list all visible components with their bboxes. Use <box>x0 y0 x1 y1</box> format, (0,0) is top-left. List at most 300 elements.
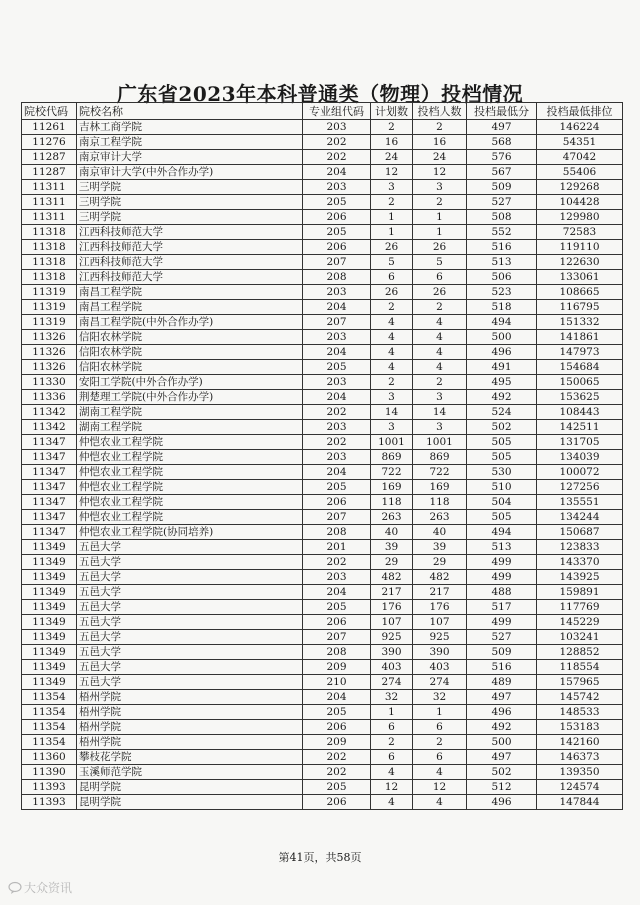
cell-min-rank: 142160 <box>537 735 623 750</box>
table-row <box>22 660 623 675</box>
cell-min-score: 500 <box>467 735 537 750</box>
cell-school-code: 11342 <box>22 420 77 435</box>
cell-group-code: 208 <box>303 525 371 540</box>
cell-school-code: 11319 <box>22 285 77 300</box>
cell-group-code: 205 <box>303 780 371 795</box>
table-row <box>22 360 623 375</box>
cell-plan-count: 29 <box>371 555 413 570</box>
cell-school-code: 11349 <box>22 675 77 690</box>
cell-school-name: 仲恺农业工程学院(协同培养) <box>77 525 303 540</box>
cell-admitted-count: 1 <box>413 225 467 240</box>
cell-school-name: 仲恺农业工程学院 <box>77 510 303 525</box>
cell-school-code: 11287 <box>22 165 77 180</box>
cell-min-rank: 159891 <box>537 585 623 600</box>
cell-school-name: 五邑大学 <box>77 630 303 645</box>
cell-school-code: 11347 <box>22 525 77 540</box>
cell-plan-count: 925 <box>371 630 413 645</box>
cell-min-score: 500 <box>467 330 537 345</box>
cell-school-code: 11347 <box>22 495 77 510</box>
cell-school-code: 11330 <box>22 375 77 390</box>
cell-plan-count: 482 <box>371 570 413 585</box>
cell-admitted-count: 26 <box>413 285 467 300</box>
cell-group-code: 202 <box>303 435 371 450</box>
table-row <box>22 255 623 270</box>
cell-admitted-count: 4 <box>413 795 467 810</box>
cell-school-name: 仲恺农业工程学院 <box>77 480 303 495</box>
header-plan-count: 计划数 <box>371 103 413 120</box>
cell-school-code: 11318 <box>22 270 77 285</box>
cell-group-code: 206 <box>303 615 371 630</box>
cell-min-score: 513 <box>467 255 537 270</box>
cell-min-rank: 122630 <box>537 255 623 270</box>
cell-admitted-count: 869 <box>413 450 467 465</box>
cell-min-score: 495 <box>467 375 537 390</box>
cell-min-score: 523 <box>467 285 537 300</box>
table-row <box>22 615 623 630</box>
cell-plan-count: 4 <box>371 765 413 780</box>
table-row <box>22 375 623 390</box>
cell-min-rank: 118554 <box>537 660 623 675</box>
cell-group-code: 201 <box>303 540 371 555</box>
cell-min-rank: 141861 <box>537 330 623 345</box>
cell-min-rank: 127256 <box>537 480 623 495</box>
table-row <box>22 720 623 735</box>
table-row <box>22 180 623 195</box>
cell-group-code: 205 <box>303 705 371 720</box>
cell-min-rank: 135551 <box>537 495 623 510</box>
cell-group-code: 203 <box>303 285 371 300</box>
cell-min-rank: 147844 <box>537 795 623 810</box>
cell-school-name: 南昌工程学院 <box>77 285 303 300</box>
cell-min-score: 492 <box>467 390 537 405</box>
table-row <box>22 195 623 210</box>
cell-school-name: 梧州学院 <box>77 705 303 720</box>
cell-group-code: 205 <box>303 195 371 210</box>
cell-school-code: 11326 <box>22 345 77 360</box>
cell-plan-count: 3 <box>371 180 413 195</box>
cell-min-score: 510 <box>467 480 537 495</box>
cell-school-name: 三明学院 <box>77 210 303 225</box>
cell-group-code: 206 <box>303 495 371 510</box>
cell-school-code: 11360 <box>22 750 77 765</box>
watermark-text: 大众资讯 <box>24 881 73 895</box>
cell-min-rank: 103241 <box>537 630 623 645</box>
cell-min-rank: 108443 <box>537 405 623 420</box>
cell-min-score: 494 <box>467 525 537 540</box>
cell-min-rank: 128852 <box>537 645 623 660</box>
cell-group-code: 208 <box>303 645 371 660</box>
cell-min-rank: 134244 <box>537 510 623 525</box>
admission-table <box>21 102 623 810</box>
cell-school-code: 11354 <box>22 720 77 735</box>
cell-admitted-count: 4 <box>413 315 467 330</box>
cell-plan-count: 32 <box>371 690 413 705</box>
cell-min-score: 517 <box>467 600 537 615</box>
cell-school-code: 11349 <box>22 540 77 555</box>
source-watermark <box>8 879 72 896</box>
cell-plan-count: 2 <box>371 300 413 315</box>
cell-min-score: 509 <box>467 645 537 660</box>
cell-min-score: 497 <box>467 690 537 705</box>
cell-plan-count: 26 <box>371 285 413 300</box>
cell-school-code: 11261 <box>22 120 77 135</box>
cell-school-name: 梧州学院 <box>77 720 303 735</box>
cell-school-name: 昆明学院 <box>77 780 303 795</box>
cell-school-name: 江西科技师范大学 <box>77 255 303 270</box>
cell-min-rank: 129980 <box>537 210 623 225</box>
cell-school-code: 11393 <box>22 780 77 795</box>
cell-plan-count: 722 <box>371 465 413 480</box>
cell-plan-count: 4 <box>371 345 413 360</box>
cell-school-name: 三明学院 <box>77 195 303 210</box>
cell-school-code: 11311 <box>22 210 77 225</box>
cell-plan-count: 176 <box>371 600 413 615</box>
cell-plan-count: 869 <box>371 450 413 465</box>
cell-school-code: 11319 <box>22 300 77 315</box>
cell-group-code: 204 <box>303 465 371 480</box>
cell-plan-count: 40 <box>371 525 413 540</box>
cell-admitted-count: 217 <box>413 585 467 600</box>
cell-admitted-count: 6 <box>413 270 467 285</box>
table-row <box>22 120 623 135</box>
cell-min-rank: 143925 <box>537 570 623 585</box>
cell-plan-count: 1 <box>371 210 413 225</box>
header-school-code: 院校代码 <box>22 103 77 120</box>
cell-min-score: 504 <box>467 495 537 510</box>
cell-plan-count: 12 <box>371 165 413 180</box>
cell-school-code: 11347 <box>22 480 77 495</box>
cell-min-score: 516 <box>467 660 537 675</box>
cell-min-rank: 119110 <box>537 240 623 255</box>
cell-min-rank: 150687 <box>537 525 623 540</box>
cell-school-name: 信阳农林学院 <box>77 360 303 375</box>
table-row <box>22 150 623 165</box>
cell-group-code: 205 <box>303 225 371 240</box>
cell-min-score: 530 <box>467 465 537 480</box>
cell-admitted-count: 24 <box>413 150 467 165</box>
cell-plan-count: 274 <box>371 675 413 690</box>
cell-min-rank: 131705 <box>537 435 623 450</box>
cell-min-score: 502 <box>467 420 537 435</box>
cell-group-code: 203 <box>303 120 371 135</box>
cell-admitted-count: 2 <box>413 120 467 135</box>
cell-min-rank: 133061 <box>537 270 623 285</box>
cell-group-code: 209 <box>303 735 371 750</box>
cell-plan-count: 4 <box>371 360 413 375</box>
cell-min-score: 518 <box>467 300 537 315</box>
page-footer: 第41页，共58页 <box>278 851 362 864</box>
table-row <box>22 690 623 705</box>
cell-group-code: 203 <box>303 450 371 465</box>
table-row <box>22 735 623 750</box>
table-row <box>22 345 623 360</box>
header-admitted-count: 投档人数 <box>413 103 467 120</box>
cell-min-rank: 47042 <box>537 150 623 165</box>
cell-school-name: 五邑大学 <box>77 675 303 690</box>
cell-min-score: 527 <box>467 195 537 210</box>
cell-group-code: 204 <box>303 165 371 180</box>
cell-min-score: 508 <box>467 210 537 225</box>
cell-plan-count: 263 <box>371 510 413 525</box>
cell-min-score: 496 <box>467 345 537 360</box>
cell-school-code: 11349 <box>22 555 77 570</box>
cell-school-code: 11287 <box>22 150 77 165</box>
cell-group-code: 202 <box>303 765 371 780</box>
cell-school-code: 11336 <box>22 390 77 405</box>
cell-group-code: 205 <box>303 360 371 375</box>
header-school-name: 院校名称 <box>77 103 303 120</box>
cell-school-name: 江西科技师范大学 <box>77 240 303 255</box>
cell-min-score: 524 <box>467 405 537 420</box>
cell-plan-count: 403 <box>371 660 413 675</box>
table-row <box>22 675 623 690</box>
cell-plan-count: 3 <box>371 390 413 405</box>
cell-school-name: 吉林工商学院 <box>77 120 303 135</box>
cell-school-name: 五邑大学 <box>77 660 303 675</box>
cell-school-code: 11342 <box>22 405 77 420</box>
cell-plan-count: 26 <box>371 240 413 255</box>
cell-group-code: 202 <box>303 150 371 165</box>
cell-group-code: 207 <box>303 315 371 330</box>
cell-plan-count: 4 <box>371 795 413 810</box>
cell-plan-count: 4 <box>371 330 413 345</box>
header-group-code: 专业组代码 <box>303 103 371 120</box>
cell-admitted-count: 4 <box>413 360 467 375</box>
cell-school-code: 11354 <box>22 735 77 750</box>
cell-plan-count: 107 <box>371 615 413 630</box>
cell-plan-count: 169 <box>371 480 413 495</box>
cell-admitted-count: 4 <box>413 765 467 780</box>
table-row <box>22 765 623 780</box>
cell-school-name: 仲恺农业工程学院 <box>77 450 303 465</box>
cell-plan-count: 16 <box>371 135 413 150</box>
cell-plan-count: 3 <box>371 420 413 435</box>
cell-min-rank: 148533 <box>537 705 623 720</box>
cell-group-code: 202 <box>303 405 371 420</box>
cell-admitted-count: 274 <box>413 675 467 690</box>
chat-bubble-icon <box>8 881 22 895</box>
cell-min-rank: 153183 <box>537 720 623 735</box>
cell-school-code: 11318 <box>22 225 77 240</box>
table-row <box>22 465 623 480</box>
cell-school-name: 仲恺农业工程学院 <box>77 435 303 450</box>
cell-plan-count: 6 <box>371 750 413 765</box>
cell-admitted-count: 29 <box>413 555 467 570</box>
cell-min-score: 506 <box>467 270 537 285</box>
cell-school-name: 五邑大学 <box>77 570 303 585</box>
cell-min-rank: 146224 <box>537 120 623 135</box>
cell-school-code: 11354 <box>22 705 77 720</box>
cell-admitted-count: 5 <box>413 255 467 270</box>
cell-group-code: 206 <box>303 240 371 255</box>
cell-min-score: 499 <box>467 555 537 570</box>
cell-admitted-count: 176 <box>413 600 467 615</box>
cell-min-rank: 108665 <box>537 285 623 300</box>
cell-min-rank: 143370 <box>537 555 623 570</box>
cell-min-score: 491 <box>467 360 537 375</box>
cell-plan-count: 2 <box>371 375 413 390</box>
cell-admitted-count: 39 <box>413 540 467 555</box>
cell-school-name: 仲恺农业工程学院 <box>77 495 303 510</box>
cell-group-code: 205 <box>303 480 371 495</box>
cell-admitted-count: 12 <box>413 165 467 180</box>
cell-school-code: 11318 <box>22 240 77 255</box>
table-row <box>22 630 623 645</box>
cell-group-code: 202 <box>303 135 371 150</box>
cell-min-rank: 129268 <box>537 180 623 195</box>
cell-plan-count: 390 <box>371 645 413 660</box>
cell-min-score: 497 <box>467 120 537 135</box>
cell-min-rank: 116795 <box>537 300 623 315</box>
table-row <box>22 240 623 255</box>
cell-school-code: 11354 <box>22 690 77 705</box>
cell-school-name: 南京审计大学(中外合作办学) <box>77 165 303 180</box>
cell-admitted-count: 2 <box>413 375 467 390</box>
cell-school-code: 11319 <box>22 315 77 330</box>
cell-min-score: 499 <box>467 615 537 630</box>
cell-min-rank: 123833 <box>537 540 623 555</box>
cell-min-rank: 104428 <box>537 195 623 210</box>
cell-school-code: 11326 <box>22 360 77 375</box>
cell-min-rank: 134039 <box>537 450 623 465</box>
cell-min-score: 499 <box>467 570 537 585</box>
cell-school-name: 昆明学院 <box>77 795 303 810</box>
cell-admitted-count: 3 <box>413 390 467 405</box>
cell-school-name: 信阳农林学院 <box>77 330 303 345</box>
cell-min-score: 496 <box>467 795 537 810</box>
cell-school-name: 攀枝花学院 <box>77 750 303 765</box>
cell-school-name: 五邑大学 <box>77 540 303 555</box>
cell-school-code: 11349 <box>22 630 77 645</box>
cell-school-name: 玉溪师范学院 <box>77 765 303 780</box>
cell-school-name: 南昌工程学院 <box>77 300 303 315</box>
cell-min-rank: 154684 <box>537 360 623 375</box>
cell-school-code: 11390 <box>22 765 77 780</box>
cell-school-name: 五邑大学 <box>77 555 303 570</box>
cell-min-rank: 150065 <box>537 375 623 390</box>
cell-min-rank: 72583 <box>537 225 623 240</box>
cell-min-rank: 139350 <box>537 765 623 780</box>
header-min-rank: 投档最低排位 <box>537 103 623 120</box>
cell-min-score: 488 <box>467 585 537 600</box>
cell-school-code: 11326 <box>22 330 77 345</box>
table-row <box>22 645 623 660</box>
cell-school-code: 11311 <box>22 195 77 210</box>
cell-school-name: 江西科技师范大学 <box>77 225 303 240</box>
cell-min-score: 516 <box>467 240 537 255</box>
cell-school-name: 五邑大学 <box>77 645 303 660</box>
cell-group-code: 208 <box>303 270 371 285</box>
cell-min-rank: 147973 <box>537 345 623 360</box>
cell-min-score: 496 <box>467 705 537 720</box>
cell-admitted-count: 14 <box>413 405 467 420</box>
cell-group-code: 203 <box>303 375 371 390</box>
table-row <box>22 555 623 570</box>
cell-min-score: 492 <box>467 720 537 735</box>
cell-school-code: 11393 <box>22 795 77 810</box>
cell-admitted-count: 1 <box>413 705 467 720</box>
table-row <box>22 390 623 405</box>
cell-admitted-count: 2 <box>413 300 467 315</box>
cell-group-code: 204 <box>303 345 371 360</box>
cell-plan-count: 2 <box>371 735 413 750</box>
cell-group-code: 202 <box>303 555 371 570</box>
cell-plan-count: 6 <box>371 720 413 735</box>
cell-admitted-count: 1001 <box>413 435 467 450</box>
cell-plan-count: 217 <box>371 585 413 600</box>
cell-school-name: 五邑大学 <box>77 600 303 615</box>
cell-min-score: 552 <box>467 225 537 240</box>
cell-plan-count: 2 <box>371 120 413 135</box>
cell-min-rank: 117769 <box>537 600 623 615</box>
cell-school-name: 仲恺农业工程学院 <box>77 465 303 480</box>
cell-group-code: 204 <box>303 585 371 600</box>
cell-school-code: 11347 <box>22 465 77 480</box>
cell-min-score: 576 <box>467 150 537 165</box>
cell-admitted-count: 403 <box>413 660 467 675</box>
cell-school-code: 11349 <box>22 645 77 660</box>
cell-admitted-count: 3 <box>413 420 467 435</box>
table-row <box>22 300 623 315</box>
table-row <box>22 315 623 330</box>
cell-school-code: 11347 <box>22 510 77 525</box>
cell-group-code: 203 <box>303 330 371 345</box>
cell-group-code: 203 <box>303 420 371 435</box>
cell-group-code: 203 <box>303 180 371 195</box>
table-row <box>22 780 623 795</box>
cell-admitted-count: 169 <box>413 480 467 495</box>
table-row <box>22 540 623 555</box>
cell-plan-count: 2 <box>371 195 413 210</box>
cell-school-name: 梧州学院 <box>77 690 303 705</box>
cell-group-code: 204 <box>303 690 371 705</box>
cell-min-rank: 54351 <box>537 135 623 150</box>
table-row <box>22 585 623 600</box>
cell-min-rank: 157965 <box>537 675 623 690</box>
table-row <box>22 750 623 765</box>
cell-school-name: 信阳农林学院 <box>77 345 303 360</box>
table-row <box>22 135 623 150</box>
cell-min-rank: 55406 <box>537 165 623 180</box>
cell-min-score: 513 <box>467 540 537 555</box>
cell-plan-count: 1001 <box>371 435 413 450</box>
cell-group-code: 206 <box>303 795 371 810</box>
cell-admitted-count: 925 <box>413 630 467 645</box>
cell-group-code: 206 <box>303 210 371 225</box>
cell-group-code: 207 <box>303 510 371 525</box>
cell-plan-count: 118 <box>371 495 413 510</box>
cell-admitted-count: 4 <box>413 330 467 345</box>
cell-group-code: 204 <box>303 390 371 405</box>
cell-school-name: 江西科技师范大学 <box>77 270 303 285</box>
cell-school-code: 11318 <box>22 255 77 270</box>
cell-plan-count: 5 <box>371 255 413 270</box>
cell-plan-count: 4 <box>371 315 413 330</box>
cell-group-code: 202 <box>303 750 371 765</box>
table-row <box>22 450 623 465</box>
cell-admitted-count: 16 <box>413 135 467 150</box>
cell-school-name: 湖南工程学院 <box>77 420 303 435</box>
cell-admitted-count: 2 <box>413 735 467 750</box>
table-row <box>22 210 623 225</box>
cell-admitted-count: 1 <box>413 210 467 225</box>
table-row <box>22 270 623 285</box>
cell-school-name: 梧州学院 <box>77 735 303 750</box>
cell-plan-count: 6 <box>371 270 413 285</box>
cell-group-code: 210 <box>303 675 371 690</box>
cell-group-code: 204 <box>303 300 371 315</box>
table-row <box>22 795 623 810</box>
